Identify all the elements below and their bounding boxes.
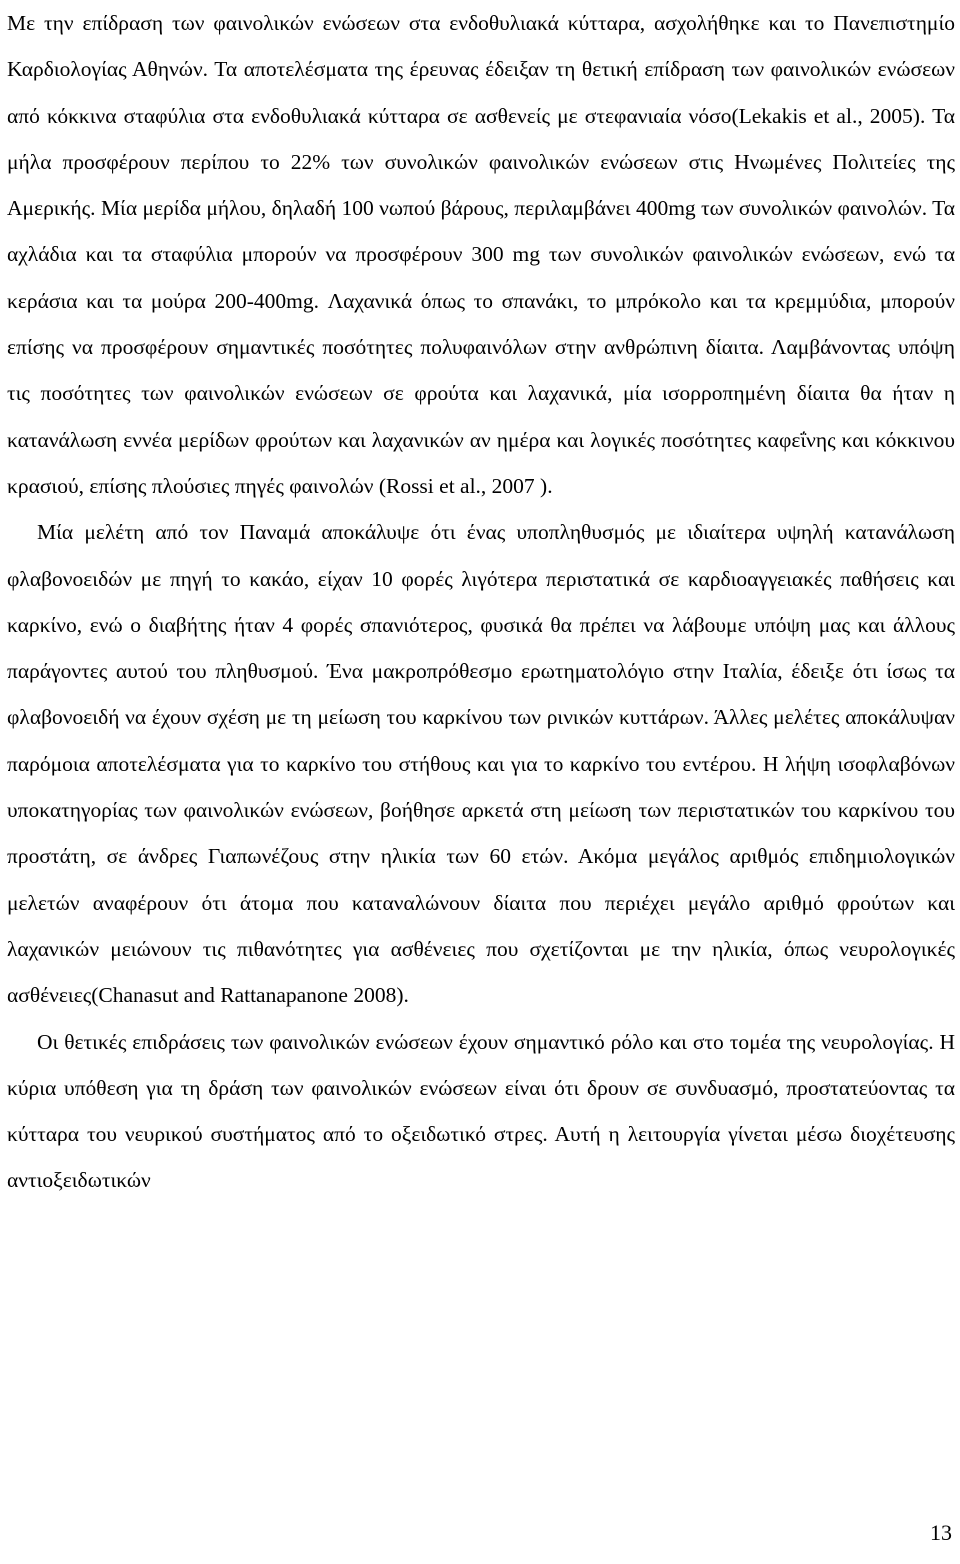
document-page — [7, 0, 955, 1204]
paragraph-3: Οι θετικές επιδράσεις των φαινολικών ενώσεων έχουν σημαντικό ρόλο και στο τομέα της νευρολογίας. Η κύρια υπόθεση για τη δράση των φαινολικών ενώσεων είναι ότι δρουν σε συνδυασμό, προστατεύοντας τα κύτταρα του νευρικού συστήματος από το οξειδωτικό στρες. Αυτή η λειτουργία γίνεται μέσω διοχέτευσης αντιοξειδωτικών — [7, 1029, 955, 1193]
paragraph-1: Με την επίδραση των φαινολικών ενώσεων στα ενδοθυλιακά κύτταρα, ασχολήθηκε και το Πανεπιστημίο Καρδιολογίας Αθηνών. Τα αποτελέσματα της έρευνας έδειξαν τη θετική επίδραση των φαινολικών ενώσεων από κόκκινα σταφύλια στα ενδοθυλιακά κύτταρα σε ασθενείς με στεφανιαία νόσο(Lekakis et al., 2005). Τα μήλα προσφέρουν περίπου το 22% των συνολικών φαινολικών ενώσεων στις Ηνωμένες Πολιτείες της Αμερικής. Μία μερίδα μήλου, δηλαδή 100 νωπού βάρους, περιλαμβάνει 400mg των συνολικών φαινολών. Τα αχλάδια και τα σταφύλια μπορούν να προσφέρουν 300 mg των συνολικών φαινολικών ενώσεων, ενώ τα κεράσια και τα μούρα 200-400mg. Λαχανικά όπως το σπανάκι, το μπρόκολο και τα κρεμμύδια, μπορούν επίσης να προσφέρουν σημαντικές ποσότητες πολυφαινόλων στην ανθρώπινη δίαιτα. Λαμβάνοντας υπόψη τις ποσότητες των φαινολικών ενώσεων σε φρούτα και λαχανικά, μία ισορροπημένη δίαιτα θα ήταν η κατανάλωση εννέα μερίδων φρούτων και λαχανικών αν ημέρα και λογικές ποσότητες καφεΐνης και κόκκινου κρασιού, επίσης πλούσιες πηγές φαινολών (Rossi et al., 2007 ). — [7, 11, 955, 498]
page-number: 13 — [930, 1520, 952, 1545]
paragraph-2: Μία μελέτη από τον Παναμά αποκάλυψε ότι ένας υποπληθυσμός με ιδιαίτερα υψηλή κατανάλωση φλαβονοειδών με πηγή το κακάο, είχαν 10 φορές λιγότερα περιστατικά σε καρδιοαγγειακές παθήσεις και καρκίνο, ενώ ο διαβήτης ήταν 4 φορές σπανιότερος, φυσικά θα πρέπει να λάβουμε υπόψη μας και άλλους παράγοντες αυτού του πληθυσμού. Ένα μακροπρόθεσμο ερωτηματολόγιο στην Ιταλία, έδειξε ότι ίσως τα φλαβονοειδή να έχουν σχέση με τη μείωση του καρκίνου των ρινικών κυττάρων. Άλλες μελέτες αποκάλυψαν παρόμοια αποτελέσματα για το καρκίνο του στήθους και για το καρκίνο του εντέρου. Η λήψη ισοφλαβόνων υποκατηγορίας των φαινολικών ενώσεων, βοήθησε αρκετά στη μείωση των περιστατικών του καρκίνου του προστάτη, σε άνδρες Γιαπωνέζους στην ηλικία των 60 ετών. Ακόμα μεγάλος αριθμός επιδημιολογικών μελετών αναφέρουν ότι άτομα που καταναλώνουν δίαιτα που περιέχει μεγάλο αριθμό φρούτων και λαχανικών μειώνουν τις πιθανότητες για ασθένειες που σχετίζονται με την ηλικία, όπως νευρολογικές ασθένειες(Chanasut and Rattanapanone 2008). — [7, 520, 955, 1008]
